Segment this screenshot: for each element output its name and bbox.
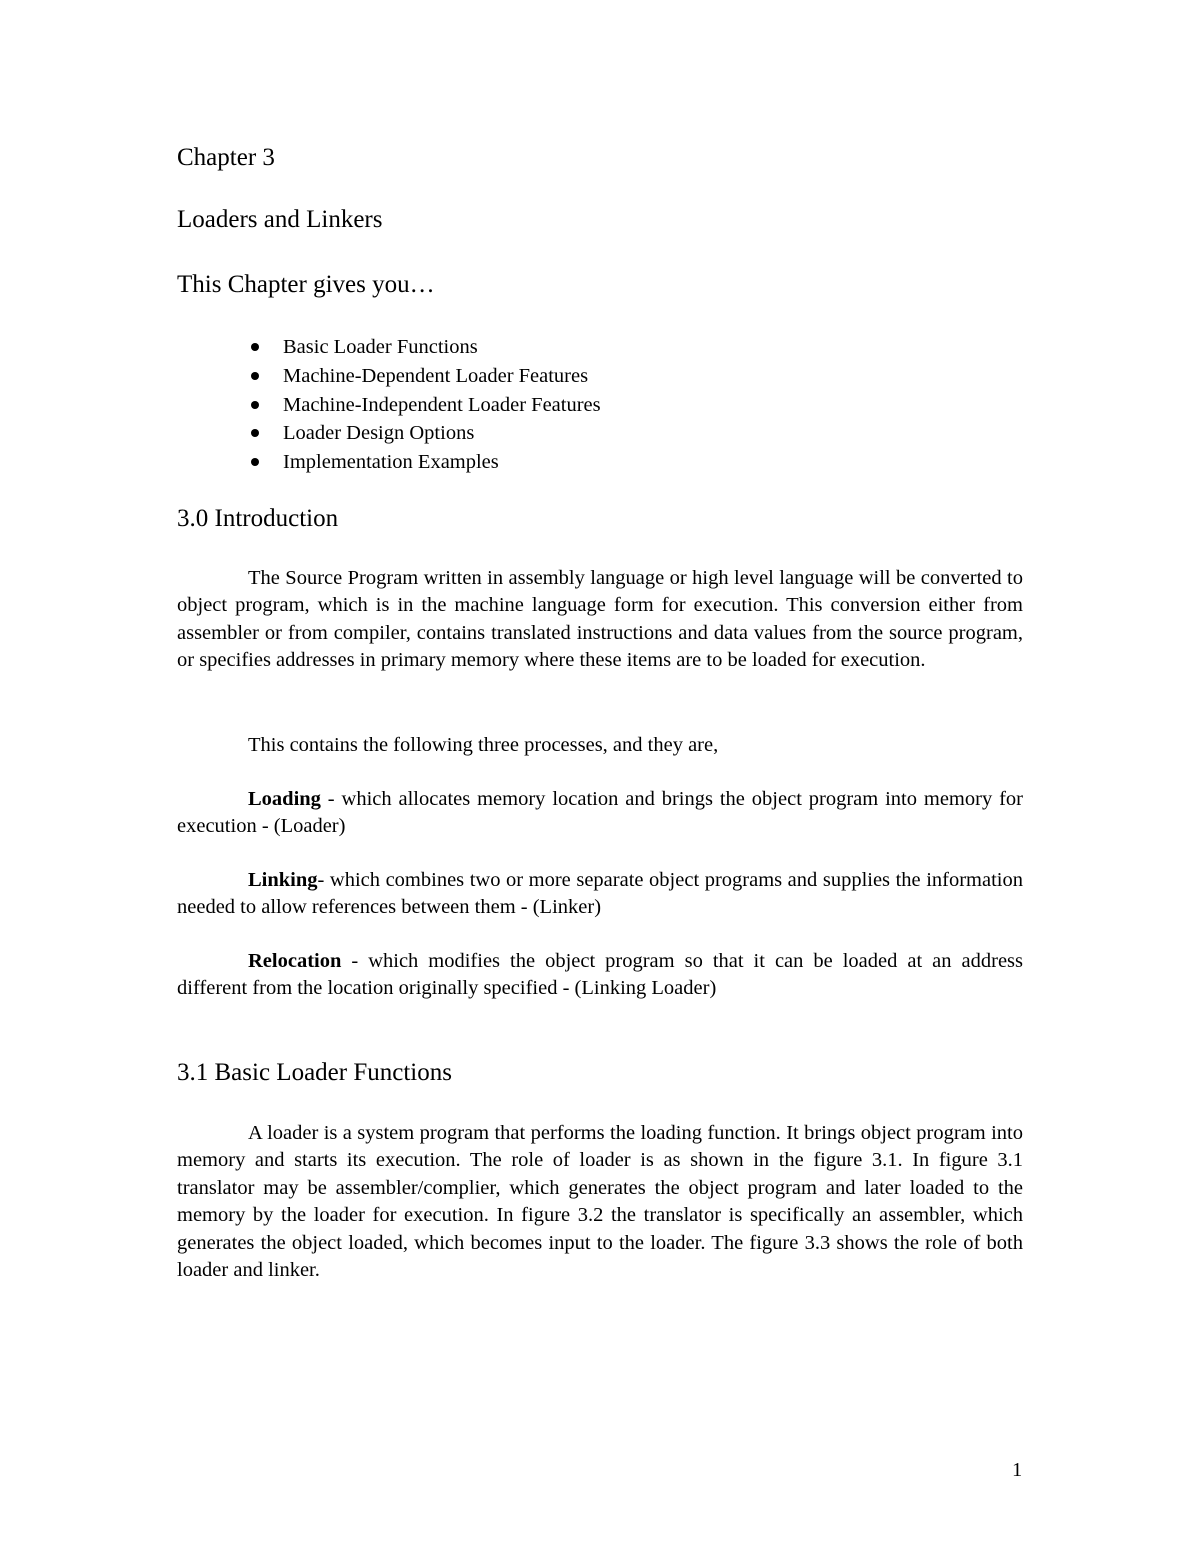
list-item-label: Basic Loader Functions: [283, 336, 478, 358]
process-description: - which modifies the object program so that it can be loaded at an address different from the location originally specified - (Linking Loader): [177, 950, 1023, 1000]
bullet-icon: [251, 429, 259, 437]
basic-loader-paragraph: A loader is a system program that performs the loading function. It brings object program into memory and starts its execution. The role of loader is as shown in the figure 3.1. In figure 3.1 translator may be assembler/complier, which generates the object program and later loaded to the memory by the loader for execution. In figure 3.2 the translator is specifically an assembler, which generates the object loaded, which becomes input to the loader. The figure 3.3 shows the role of both loader and linker.: [177, 1122, 1023, 1282]
intro-paragraph: The Source Program written in assembly language or high level language will be converted to object program, which is in the machine language form for execution. This conversion either from assembler or from compiler, contains translated instructions and data values from the source program, or specifies addresses in primary memory where these items are to be loaded for execution.: [177, 567, 1023, 672]
process-description: - which allocates memory location and brings the object program into memory for execution - (Loader): [177, 788, 1023, 838]
process-term: Linking: [248, 869, 318, 891]
section-heading-introduction: 3.0 Introduction: [177, 505, 339, 532]
process-linking: [177, 867, 1023, 922]
overview-list: [177, 333, 601, 477]
bullet-icon: [251, 372, 259, 380]
list-item: [177, 391, 601, 420]
section-heading-basic-loader-functions: 3.1 Basic Loader Functions: [177, 1059, 452, 1086]
page-number: 1: [1012, 1459, 1023, 1481]
list-item: [177, 419, 601, 448]
bullet-icon: [251, 343, 259, 351]
list-item-label: Machine-Dependent Loader Features: [283, 364, 589, 387]
process-relocation: [177, 948, 1023, 1003]
process-loading: [177, 786, 1023, 841]
process-description: - which combines two or more separate object programs and supplies the information needed to allow references between them - (Linker): [177, 869, 1023, 919]
list-item-label: Implementation Examples: [283, 451, 499, 473]
process-term: Relocation: [248, 950, 342, 972]
chapter-label: Chapter 3: [177, 144, 275, 171]
list-item: [177, 448, 601, 477]
bullet-icon: [251, 458, 259, 466]
overview-heading: This Chapter gives you…: [177, 271, 435, 298]
list-item-label: Machine-Independent Loader Features: [283, 393, 601, 416]
intro-processes-lead: This contains the following three processes, and they are,: [248, 734, 719, 756]
list-item: [177, 362, 601, 391]
list-item: [177, 333, 601, 362]
process-term: Loading: [248, 788, 321, 810]
list-item-label: Loader Design Options: [283, 422, 475, 445]
chapter-title: Loaders and Linkers: [177, 206, 383, 233]
bullet-icon: [251, 401, 259, 409]
